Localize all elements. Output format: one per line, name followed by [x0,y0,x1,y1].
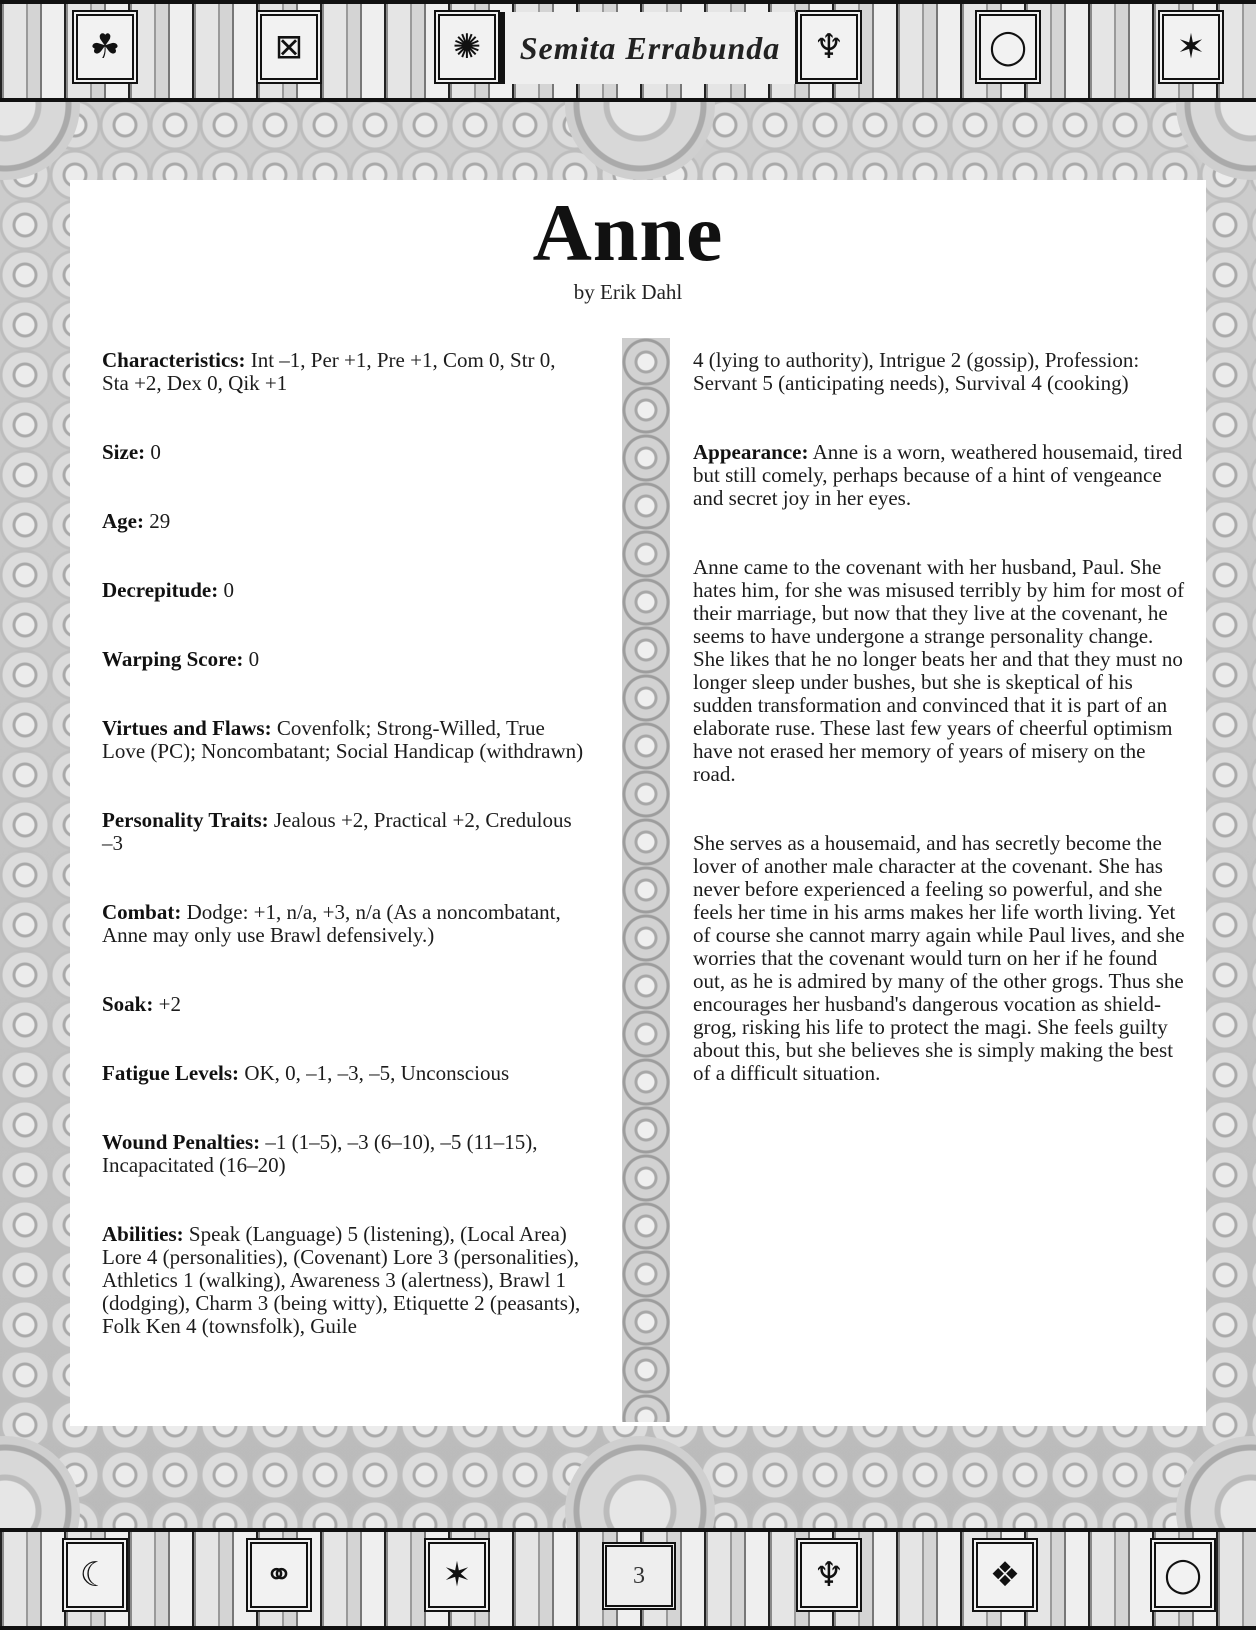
ring-icon: ◯ [975,10,1041,84]
page-number: 3 [602,1542,676,1610]
stat-abilities: Abilities: Speak (Language) 5 (listening), (Local Area) Lore 4 (personalities), (Covenant) Lore 3 (personalities), Athletics 1 (walking), Awareness 3 (alertness), Brawl 1 (dodging), Charm 3 (being witty), Etiquette 2 (peasants), Folk Ken 4 (townsfolk), Guile [102,1222,581,1338]
header-band [0,0,1256,102]
stat-wound-penalties: Wound Penalties: –1 (1–5), –3 (6–10), –5 (11–15), Incapacitated (16–20) [102,1130,538,1177]
phoenix-icon: ♆ [796,1538,862,1612]
stat-characteristics: Characteristics: Int –1, Per +1, Pre +1, Com 0, Str 0, Sta +2, Dex 0, Qik +1 [102,348,556,395]
article-title: Anne [532,187,724,278]
phoenix-icon: ♆ [796,10,862,84]
crossed-square-icon: ⊠ [256,10,322,84]
stat-block [102,349,584,1384]
stat-size: Size: 0 [102,440,161,464]
running-title: Semita Errabunda [500,12,800,84]
star-burst-icon: ✶ [1158,10,1224,84]
triskele-icon: ☘ [72,10,138,84]
three-rings-icon: ⚭ [246,1538,312,1612]
appearance: Appearance: Anne is a worn, weathered housemaid, tired but still comely, perhaps because of a hint of vengeance and secret joy in her eyes. [693,440,1183,510]
footer-band [0,1528,1256,1630]
stat-soak: Soak: +2 [102,992,181,1016]
stat-fatigue-levels: Fatigue Levels: OK, 0, –1, –3, –5, Unconscious [102,1061,510,1085]
stat-decrepitude: Decrepitude: 0 [102,578,234,602]
stat-combat: Combat: Dodge: +1, n/a, +3, n/a (As a noncombatant, Anne may only use Brawl defensively.) [102,900,561,947]
column-divider [622,338,670,1422]
star-burst-icon: ✶ [424,1538,490,1612]
stat-age: Age: 29 [102,509,171,533]
background-paragraph: She serves as a housemaid, and has secretly become the lover of another male character at the covenant. She has never before experienced a feeling so powerful, and she feels her time in his arms makes her life worth living. Yet of course she cannot marry again while Paul lives, and she worries that the covenant would turn on her if he found out, as he is admired by many of the other grogs. Thus she encourages her husband's dangerous vocation as shield-grog, risking his life to protect the magi. She feels guilty about this, but she believes she is simply making the best of a difficult situation. [693,831,1185,1085]
stat-virtues-flaws: Virtues and Flaws: Covenfolk; Strong-Willed, True Love (PC); Noncombatant; Social Handicap (withdrawn) [102,716,584,763]
stat-personality-traits: Personality Traits: Jealous +2, Practical +2, Credulous –3 [102,808,572,855]
background-paragraph: Anne came to the covenant with her husband, Paul. She hates him, for she was misused terribly by him for most of their marriage, but now that they live at the covenant, he seems to have undergone a strange personality change. She likes that he no longer beats her and that they must no longer sleep under bushes, but she is skeptical of his sudden transformation and convinced that it is part of an elaborate ruse. These last few years of cheerful optimism have not erased her memory of years of misery on the road. [693,555,1185,786]
ring-icon: ◯ [1150,1538,1216,1612]
flower-diamond-icon: ❖ [972,1538,1038,1612]
triple-crescent-icon: ☾ [62,1538,128,1612]
sun-wheel-icon: ✺ [434,10,500,84]
abilities-continued: 4 (lying to authority), Intrigue 2 (gossip), Profession: Servant 5 (anticipating needs), Survival 4 (cooking) [693,348,1140,395]
byline: by Erik Dahl [573,280,683,304]
description-column [693,349,1185,1131]
stat-warping-score: Warping Score: 0 [102,647,260,671]
